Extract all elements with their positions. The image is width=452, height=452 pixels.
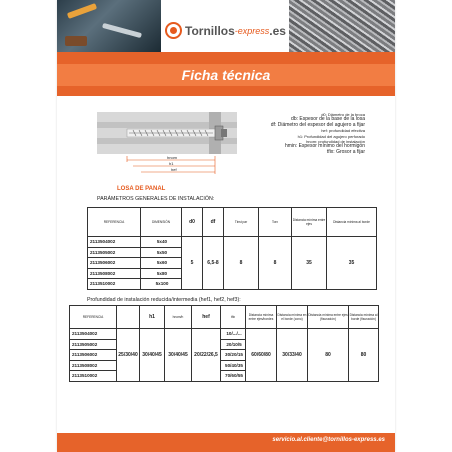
legend-item: db: Espesor de la base de la losa <box>291 116 365 123</box>
label-h1: h1 <box>169 161 174 166</box>
table-row: 2113505002 5x50 <box>88 247 377 258</box>
footer-band <box>57 433 395 452</box>
brand-logo <box>165 22 286 39</box>
anchor-diagram <box>97 112 237 182</box>
section-general: PARÁMETROS GENERALES DE INSTALACIÓN: <box>97 196 215 202</box>
legend-item: hnom: profundidad de instalación <box>306 139 365 145</box>
legend <box>245 112 365 155</box>
th-tinst: Tinst par <box>224 208 259 237</box>
logo-text-main: Tornillos <box>185 23 235 38</box>
legend-item: d0: Diámetro de la broca <box>321 112 365 117</box>
table-row: 2113505002 20/10/5 <box>70 339 379 350</box>
legend-item: tfix: Grosor a fijar <box>326 148 365 155</box>
document-page <box>57 0 395 452</box>
losa-label: LOSA DE PANAL <box>117 186 166 192</box>
table-row: 2113504002 25/30/40 30/40/45 30/40/45 20/22/26,5 10/.../... 60/60/80 30/33/40 80 80 <box>70 329 379 340</box>
th-torx: Torx <box>259 208 292 237</box>
th-df: df <box>203 208 224 237</box>
logo-text-end: .es <box>269 23 286 38</box>
table-header-row: REFERENCIA h1 hnom/h hef tfix Distancia mínima entre ejes/bordes Distancia mínima en el borde (cono) Distancia mínima entre ejes (fisuración) Distancia mínima al borde (fisuración) <box>70 306 379 329</box>
table-row: 2113506002 5x60 <box>88 258 377 269</box>
legend-item: h1: Profundidad del agujero perforado <box>297 133 365 139</box>
label-hnom: hnom <box>167 155 178 160</box>
table-reduced-depth <box>69 305 379 382</box>
table-row: 2113506002 30/20/15 <box>70 350 379 361</box>
section-reduced-depth: Profundidad de instalación reducida/intermedia (hef1, hef2, hef3): <box>87 297 241 303</box>
th-d0: d0 <box>182 208 203 237</box>
table-general-parameters <box>87 207 377 290</box>
table-row: 2113508002 50/40/35 <box>70 360 379 371</box>
table-row: 2113510002 5x100 <box>88 279 377 290</box>
table-header-row <box>88 208 377 237</box>
header-photo-tools <box>57 0 161 52</box>
th-dim: DIMENSIÓN <box>141 208 182 237</box>
table-row: 2113510002 70/60/55 <box>70 371 379 382</box>
page-title: Ficha técnica <box>57 64 395 86</box>
table-row: 2113504002 5x40 5 6,5-8 8 8 35 35 <box>88 237 377 248</box>
label-hef: hef <box>171 167 177 172</box>
legend-item: df: Diámetro del espesor del agujero a fijar <box>270 121 365 128</box>
legend-item: hmin: Espesor mínimo del hormigón <box>284 143 365 150</box>
th-ref: REFERENCIA <box>88 208 141 237</box>
th-ejes: Distancia mínima entre ejes <box>292 208 327 237</box>
legend-item: hef: profundidad efectiva <box>321 128 365 134</box>
th-borde: Distancia mínima al borde <box>327 208 377 237</box>
table-row: 2113508002 5x80 <box>88 268 377 279</box>
footer-email[interactable]: servicio.al.cliente@tornillos-express.es <box>272 437 385 443</box>
brand-logo-icon <box>165 22 182 39</box>
logo-text-mid: -express <box>234 25 270 36</box>
header-photo-screws <box>289 0 395 52</box>
